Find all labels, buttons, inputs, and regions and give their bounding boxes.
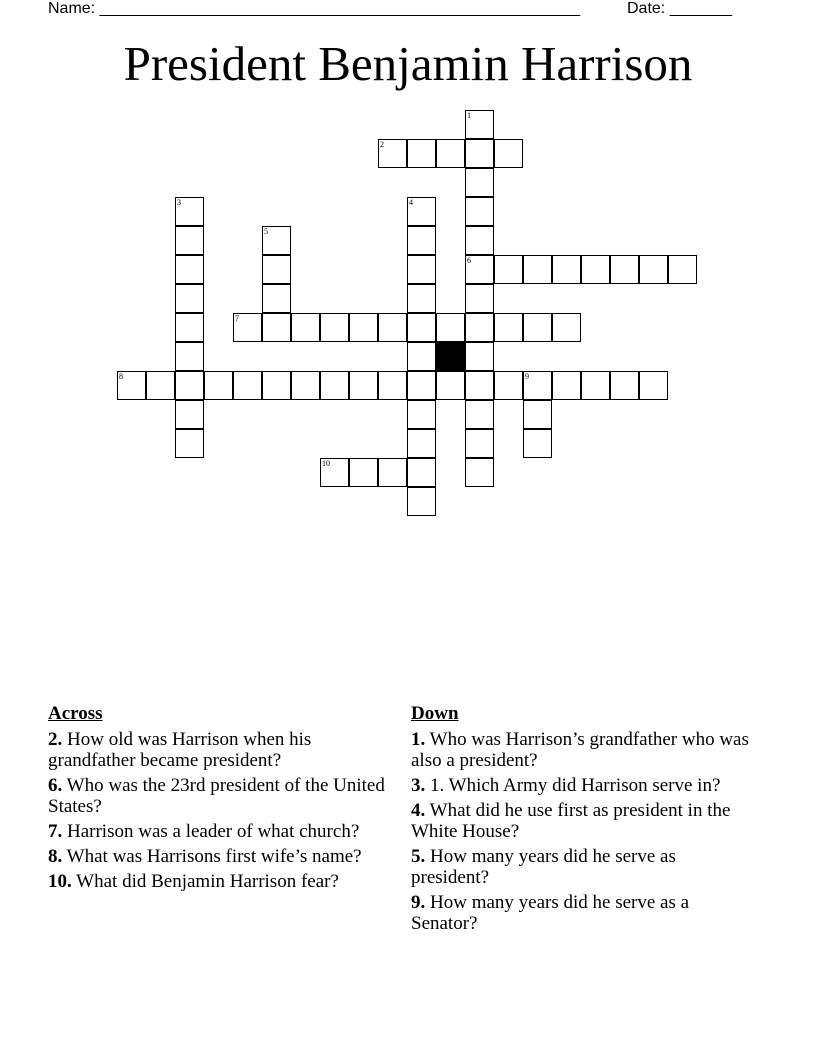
clue-text: What did he use first as president in the White House?	[411, 800, 731, 842]
crossword-cell[interactable]	[291, 313, 320, 342]
crossword-cell[interactable]	[465, 400, 494, 429]
crossword-cell[interactable]	[175, 284, 204, 313]
across-clue	[48, 846, 398, 867]
crossword-cell[interactable]	[610, 255, 639, 284]
crossword-cell[interactable]	[378, 371, 407, 400]
crossword-cell[interactable]	[436, 371, 465, 400]
crossword-cell[interactable]	[262, 284, 291, 313]
crossword-cell[interactable]	[175, 313, 204, 342]
crossword-cell[interactable]	[465, 168, 494, 197]
crossword-cell[interactable]	[494, 139, 523, 168]
crossword-cell[interactable]	[523, 313, 552, 342]
crossword-cell[interactable]	[523, 429, 552, 458]
crossword-cell[interactable]	[407, 139, 436, 168]
crossword-cell[interactable]	[465, 139, 494, 168]
crossword-cell[interactable]	[465, 110, 494, 139]
crossword-cell[interactable]	[262, 313, 291, 342]
across-clue	[48, 729, 398, 771]
cell-number: 10	[322, 459, 330, 468]
cell-number: 7	[235, 314, 239, 323]
crossword-cell[interactable]	[407, 255, 436, 284]
clue-text: Who was the 23rd president of the United States?	[48, 775, 385, 817]
crossword-cell[interactable]	[320, 313, 349, 342]
crossword-cell[interactable]	[407, 458, 436, 487]
down-clues	[411, 703, 751, 938]
crossword-cell[interactable]	[407, 313, 436, 342]
crossword-cell[interactable]	[523, 400, 552, 429]
crossword-cell[interactable]	[233, 313, 262, 342]
clue-number: 5.	[411, 846, 426, 867]
down-clue	[411, 800, 751, 842]
crossword-cell[interactable]	[320, 458, 349, 487]
crossword-cell[interactable]	[262, 371, 291, 400]
crossword-cell[interactable]	[204, 371, 233, 400]
crossword-cell[interactable]	[639, 255, 668, 284]
crossword-cell[interactable]	[436, 139, 465, 168]
cell-number: 8	[119, 372, 123, 381]
crossword-cell[interactable]	[552, 255, 581, 284]
crossword-cell[interactable]	[610, 371, 639, 400]
crossword-cell[interactable]	[175, 342, 204, 371]
across-clues	[48, 703, 398, 896]
crossword-cell[interactable]	[465, 197, 494, 226]
clue-text: 1. Which Army did Harrison serve in?	[430, 775, 721, 796]
clue-text: What did Benjamin Harrison fear?	[76, 871, 339, 892]
crossword-cell[interactable]	[407, 226, 436, 255]
crossword-cell[interactable]	[552, 371, 581, 400]
clue-number: 2.	[48, 729, 63, 750]
cell-number: 5	[264, 227, 268, 236]
clue-number: 3.	[411, 775, 426, 796]
crossword-cell[interactable]	[668, 255, 697, 284]
crossword-cell[interactable]	[581, 371, 610, 400]
crossword-cell[interactable]	[175, 226, 204, 255]
crossword-cell[interactable]	[262, 255, 291, 284]
clue-number: 10.	[48, 871, 72, 892]
clue-number: 7.	[48, 821, 63, 842]
crossword-cell[interactable]	[407, 400, 436, 429]
crossword-cell[interactable]	[465, 313, 494, 342]
crossword-cell[interactable]	[523, 371, 552, 400]
clue-text: Who was Harrison’s grandfather who was also a president?	[411, 729, 749, 771]
down-clue	[411, 775, 751, 796]
crossword-cell[interactable]	[523, 255, 552, 284]
across-heading: Across	[48, 703, 103, 724]
crossword-cell[interactable]	[465, 284, 494, 313]
across-clue	[48, 871, 398, 892]
crossword-cell[interactable]	[175, 255, 204, 284]
crossword-cell[interactable]	[407, 197, 436, 226]
cell-number: 9	[525, 372, 529, 381]
clue-text: How many years did he serve as a Senator?	[411, 892, 690, 934]
clue-text: How many years did he serve as president?	[411, 846, 676, 888]
page-title: President Benjamin Harrison	[123, 36, 693, 91]
date-field-label: Date: _______	[627, 0, 732, 17]
cell-number: 6	[467, 256, 471, 265]
crossword-cell[interactable]	[175, 371, 204, 400]
crossword-cell[interactable]	[233, 371, 262, 400]
crossword-cell[interactable]	[581, 255, 610, 284]
name-field-label: Name: ______________________________________________________	[48, 0, 581, 17]
crossword-cell[interactable]	[378, 139, 407, 168]
crossword-cell[interactable]	[465, 371, 494, 400]
clue-text: How old was Harrison when his grandfather became president?	[48, 729, 312, 771]
cell-number: 4	[409, 198, 413, 207]
crossword-cell[interactable]	[378, 313, 407, 342]
crossword-cell[interactable]	[349, 458, 378, 487]
clue-text: What was Harrisons first wife’s name?	[66, 846, 362, 867]
crossword-cell[interactable]	[320, 371, 349, 400]
crossword-cell[interactable]	[407, 487, 436, 516]
crossword-cell[interactable]	[262, 226, 291, 255]
crossword-cell[interactable]	[639, 371, 668, 400]
crossword-cell[interactable]	[407, 429, 436, 458]
crossword-cell[interactable]	[378, 458, 407, 487]
crossword-cell[interactable]	[465, 342, 494, 371]
crossword-cell[interactable]	[465, 226, 494, 255]
crossword-cell[interactable]	[117, 371, 146, 400]
clue-number: 9.	[411, 892, 426, 913]
down-clue	[411, 846, 751, 888]
down-clue	[411, 729, 751, 771]
crossword-cell[interactable]	[494, 255, 523, 284]
clue-number: 8.	[48, 846, 63, 867]
crossword-cell[interactable]	[494, 371, 523, 400]
crossword-cell[interactable]	[146, 371, 175, 400]
crossword-cell[interactable]	[349, 371, 378, 400]
crossword-cell[interactable]	[349, 313, 378, 342]
crossword-cell[interactable]	[407, 371, 436, 400]
cell-number: 1	[467, 111, 471, 120]
crossword-cell[interactable]	[407, 342, 436, 371]
crossword-cell[interactable]	[175, 429, 204, 458]
across-clue	[48, 821, 398, 842]
crossword-cell[interactable]	[494, 313, 523, 342]
down-heading: Down	[411, 703, 459, 724]
crossword-cell[interactable]	[175, 400, 204, 429]
black-cell	[436, 342, 465, 371]
cell-number: 2	[380, 140, 384, 149]
crossword-cell[interactable]	[465, 458, 494, 487]
crossword-cell[interactable]	[407, 284, 436, 313]
crossword-cell[interactable]	[465, 255, 494, 284]
clue-number: 4.	[411, 800, 426, 821]
crossword-cell[interactable]	[465, 429, 494, 458]
crossword-cell[interactable]	[291, 371, 320, 400]
down-clue	[411, 892, 751, 934]
across-clue	[48, 775, 398, 817]
crossword-cell[interactable]	[436, 313, 465, 342]
clue-number: 1.	[411, 729, 426, 750]
clue-text: Harrison was a leader of what church?	[67, 821, 360, 842]
crossword-cell[interactable]	[175, 197, 204, 226]
crossword-cell[interactable]	[552, 313, 581, 342]
clue-number: 6.	[48, 775, 63, 796]
cell-number: 3	[177, 198, 181, 207]
